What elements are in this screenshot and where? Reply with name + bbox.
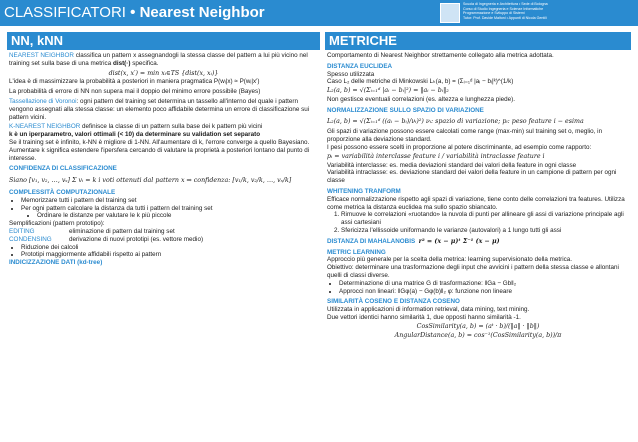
normalization-formula: L₂(a, b) = √(Σᵢ₌₁ᵈ ((aᵢ − bᵢ)/νᵢ)²) νᵢ: spazio di variazione; pᵢ: peso feature i − esima (327, 117, 584, 125)
metric: dist(·) (112, 59, 131, 67)
title-main: CLASSIFICATORI (4, 4, 126, 21)
euclidean-1: Spesso utilizzata (327, 70, 375, 78)
normalization-1: Gli spazi di variazione possono essere calcolati come range (max-min) sul training set o, meglio, in proporzione alla deviazione standard. (327, 128, 603, 144)
metrics-body (325, 50, 631, 339)
text: DISTANZA DI MAHALANOBIS (327, 237, 416, 245)
euclidean-3: Non gestisce eventuali correlazioni (es. altezza e lunghezza piede). (327, 95, 515, 103)
list-item: • Ordinare le distanze per valutare le k più piccole (37, 212, 318, 220)
list-item: 1. Rimuove le correlazioni «ruotando» la nuvola di punti per allineare gli assi di variazione principale agli assi cartesiani (341, 211, 629, 227)
heading-mahalanobis (327, 238, 629, 246)
uni-line: Tutor: Prof. Davide Maltoni • Appunti di Nicola Gentili (463, 15, 547, 20)
weight-formula: pᵢ = variabilità interclasse feature i / variabilità intraclasse feature i (327, 152, 545, 160)
heading-metric-learning: METRIC LEARNING (327, 248, 386, 256)
mahalanobis-formula: r² = (x − μ)ᵗ Σ⁻¹ (x − μ) (418, 237, 500, 245)
heading-normalization: NORMALIZZAZIONE SULLO SPAZIO DI VARIAZIONE (327, 106, 484, 114)
knn-hyperparam: k è un iperparametro, valori ottimali (< 10) da determinare su validation set separato (9, 131, 261, 139)
nn-definition (9, 52, 318, 68)
simpl-list (9, 244, 318, 260)
list-item: • Determinazione di una matrice G di trasformazione: ‖Ga − Gb‖₂ (339, 280, 629, 288)
text: classifica un pattern x assegnandogli la stessa classe del pattern a lui più vicino nel training set sulla base di una metrica (9, 52, 308, 67)
section-title-metrics: METRICHE (325, 32, 631, 50)
keyword: EDITING (9, 227, 35, 235)
knn-increase: Aumentare k significa estendere l'ipersfera cercando di valutare la proprietà a posteriori lontano dal punto di interesse. (9, 146, 310, 162)
uni-line: Corso di Studio Ingegneria e Scienze Informatiche (463, 6, 544, 11)
title-accent: Nearest Neighbor (139, 4, 265, 21)
keyword: CONDENSING (9, 235, 52, 243)
whitening-list (327, 211, 629, 234)
list-item: • Memorizzare tutti i pattern del training set (21, 197, 318, 205)
uni-line: Programmazione e Sviluppo di Sistemi (463, 11, 525, 16)
indexing: INDICIZZAZIONE DATI (kd-tree) (9, 259, 103, 267)
heading-cosine: SIMILARITÀ COSENO E DISTANZA COSENO (327, 298, 460, 306)
right-column (325, 32, 631, 438)
ml-list (327, 280, 629, 296)
text: : ogni pattern del training set determina un tassello all'interno del quale i pattern vengono assegnati alla stessa classe: un elemento poco affidabile determina un errore di classificazione sui pattern vicini. (9, 97, 310, 121)
list-item: • Approcci non lineari: ‖Gφ(a) − Gφ(b)‖₂ φ: funzione non lineare (339, 288, 629, 296)
nn-error: La probabilità di errore di NN non supera mai il doppio del minimo errore possibile (Bayes) (9, 88, 261, 96)
text: eliminazione di pattern dal training set (69, 227, 175, 235)
university-info (463, 2, 635, 20)
confidence-formula: Siano [v₁, v₂, …, vₛ] Σ vᵢ = k i voti ottenuti dal pattern x ⇒ confidenza: [v₁/k, v₂/k, …, vₛ/k] (9, 177, 292, 185)
cos-formula-1: CosSimilarity(a, b) = (aᵗ · b)/(‖a‖ · ‖b‖) (416, 322, 540, 330)
university-logo-icon (440, 3, 460, 23)
keyword: K-NEAREST NEIGHBOR (9, 123, 81, 131)
keyword: NEAREST NEIGHBOR (9, 52, 74, 59)
nn-formula: dist(x, x′) = min xᵢ∈TS {dist(x, xᵢ)} (108, 69, 219, 77)
heading-whitening: WHITENING TRANFORM (327, 187, 401, 195)
text: derivazione di nuovi prototipi (es. vettore medio) (69, 235, 204, 243)
complexity-sublist (9, 212, 318, 220)
editing-row (9, 228, 318, 236)
cos-1: Utilizzata in applicazioni di information retrieval, data mining, text mining. (327, 306, 530, 314)
simplifications: Semplificazioni (pattern prototipo): (9, 220, 105, 228)
euclidean-formula: L₂(a, b) = √(Σᵢ₌₁ᵈ |aᵢ − bᵢ|²) = ‖aᵢ − bᵢ‖₂ (327, 87, 449, 95)
normalization-3: Variabilità interclasse: es. media deviazioni standard dei valori della feature in ogni classe (327, 161, 577, 169)
normalization-4: Variabilità intraclasse: es. deviazione standard dei valori della feature in un campione di pattern per ogni classe (327, 169, 617, 185)
euclidean-2: Caso L₂ delle metriche di Minkowski Lₖ(a, b) = (Σᵢ₌₁ᵈ |aᵢ − bᵢ|ᵏ)^(1/k) (327, 78, 514, 86)
list-item: • Prototipi maggiormente affidabili rispetto ai pattern (21, 251, 318, 259)
heading-confidence: CONFIDENZA DI CLASSIFICAZIONE (9, 165, 117, 173)
heading-euclidean: DISTANZA EUCLIDEA (327, 62, 393, 70)
text: definisce la classe di un pattern sulla base dei k pattern più vicini (80, 123, 263, 131)
metrics-intro: Comportamento di Nearest Neighbor strettamente collegato alla metrica adottata. (327, 52, 554, 59)
normalization-2: I pesi possono essere scelti in proporzione al potere discriminante, ad esempio come rapporto: (327, 143, 592, 151)
list-item: • Per ogni pattern calcolare la distanza da tutti i pattern del training set (21, 205, 318, 213)
list-item: 2. Sfericizza l'ellissoide uniformando le varianze (autovalori) a 1 lungo tutti gli assi (341, 227, 629, 235)
ml-2: Obiettivo: determinare una trasformazione degli input che avvicini i pattern della stessa classe e allontani quelli di classi diverse. (327, 264, 619, 279)
condensing-row (9, 236, 318, 244)
page-title (4, 3, 265, 23)
list-item: • Riduzione dei calcoli (21, 244, 318, 252)
title-separator: • (130, 4, 136, 21)
heading-complexity: COMPLESSITÀ COMPUTAZIONALE (9, 188, 116, 196)
cos-formula-2: AngularDistance(a, b) = cos⁻¹(CosSimilarity(a, b))/π (394, 331, 562, 339)
cos-2: Due vettori identici hanno similarità 1, due opposti hanno similarità -1. (327, 313, 521, 321)
ml-1: Approccio più generale per la scelta della metrica: learning supervisionato della metrica. (327, 256, 573, 264)
text: specifica. (130, 59, 159, 67)
complexity-list (9, 197, 318, 213)
whitening-1: Efficace normalizzazione rispetto agli spazi di variazione, tiene conto delle correlazioni tra features. Utilizza come metrica la distanza euclidea ma sullo spazio sbiancato. (327, 195, 625, 211)
knn-infinite: Se il training set è infinito, k-NN è migliore di 1-NN. All'aumentare di k, l'errore converge a quello Bayesiano. (9, 138, 310, 146)
keyword: Tassellazione di Voronoi (9, 97, 77, 105)
uni-line: Scuola di Ingegneria e Architettura • Sede di Bologna (463, 2, 548, 6)
voronoi (9, 98, 318, 121)
section-title-nn: NN, kNN (7, 32, 320, 50)
left-column (7, 32, 320, 438)
knn-definition (9, 123, 318, 131)
header-bar (0, 0, 638, 26)
nn-body (7, 50, 320, 267)
nn-idea: L'idea è di massimizzare la probabilità a posteriori in maniera pragmatica P(wᵢ|x) ≈ P(wᵢ|x′) (9, 78, 260, 86)
